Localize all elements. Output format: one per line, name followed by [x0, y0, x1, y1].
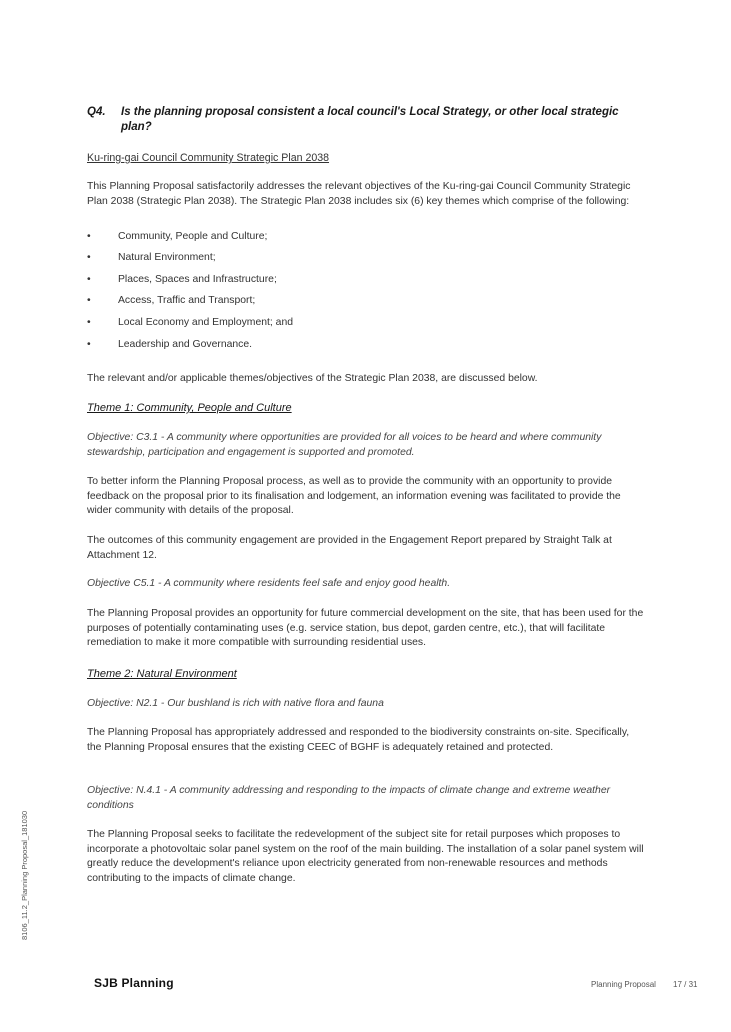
theme1-objective-c31: Objective: C3.1 - A community where opportunities are provided for all voices to be heard and where community stewardship, participation and engagement is supported and promoted. — [87, 432, 602, 458]
bullet-icon: • — [87, 339, 91, 350]
bullet-icon: • — [87, 317, 91, 328]
footer-brand-logo: SJB Planning — [94, 976, 174, 990]
question-number: Q4. — [87, 106, 106, 118]
theme2-objective-n21: Objective: N2.1 - Our bushland is rich with native flora and fauna — [87, 698, 384, 709]
bullet-icon: • — [87, 252, 91, 263]
side-document-code: 8106_11.2_Planning Proposal_181030 — [20, 810, 29, 940]
theme2-objective-n41: Objective: N.4.1 - A community addressing and responding to the impacts of climate change and extreme weather conditions — [87, 785, 611, 811]
bullet-icon: • — [87, 274, 91, 285]
intro-paragraph: This Planning Proposal satisfactorily addresses the relevant objectives of the Ku-ring-gai Council Community Strategic Plan 2038 (Strategic Plan 2038). The Strategic Plan 2038 includes six (6) key themes which comprise of the following: — [87, 181, 631, 207]
theme1-heading: Theme 1: Community, People and Culture — [87, 402, 292, 414]
themes-intro: The relevant and/or applicable themes/objectives of the Strategic Plan 2038, are discussed below. — [87, 373, 538, 384]
footer-page-number: 17 / 31 — [673, 980, 698, 989]
theme1-objective-c51: Objective C5.1 - A community where residents feel safe and enjoy good health. — [87, 578, 451, 589]
section-heading: Ku-ring-gai Council Community Strategic Plan 2038 — [87, 152, 330, 164]
footer-document-label: Planning Proposal — [591, 980, 656, 989]
theme1-paragraph-1: To better inform the Planning Proposal process, as well as to provide the community with an opportunity to provide feedback on the proposal prior to its finalisation and lodgement, an information evening was facilitated to provide the wider community with details of the proposal. — [87, 476, 621, 517]
theme2-paragraph-2: The Planning Proposal seeks to facilitate the redevelopment of the subject site for retail purposes which proposes to incorporate a photovoltaic solar panel system on the roof of the main building. The installation of a solar panel system will greatly reduce the development's reliance upon electricity generated from non-renewable resources and methods contributing to the impacts of climate change. — [87, 829, 644, 884]
bullet-icon: • — [87, 295, 91, 306]
theme2-heading: Theme 2: Natural Environment — [87, 668, 237, 680]
theme1-paragraph-3: The Planning Proposal provides an opportunity for future commercial development on the site, that has been used for the purposes of potentially contaminating uses (e.g. service station, bus depot, garden centre, etc.), that will facilitate remediation to make it more compatible with surrounding residential uses. — [87, 608, 644, 649]
theme2-paragraph-1: The Planning Proposal has appropriately addressed and responded to the biodiversity constraints on-site. Specifically, the Planning Proposal ensures that the existing CEEC of BGHF is adequately retained and protected. — [87, 727, 630, 753]
bullet-icon: • — [87, 231, 91, 242]
question-text: Is the planning proposal consistent a local council's Local Strategy, or other local strategic plan? — [121, 106, 619, 133]
theme1-paragraph-2: The outcomes of this community engagement are provided in the Engagement Report prepared by Straight Talk at Attachment 12. — [87, 535, 612, 561]
